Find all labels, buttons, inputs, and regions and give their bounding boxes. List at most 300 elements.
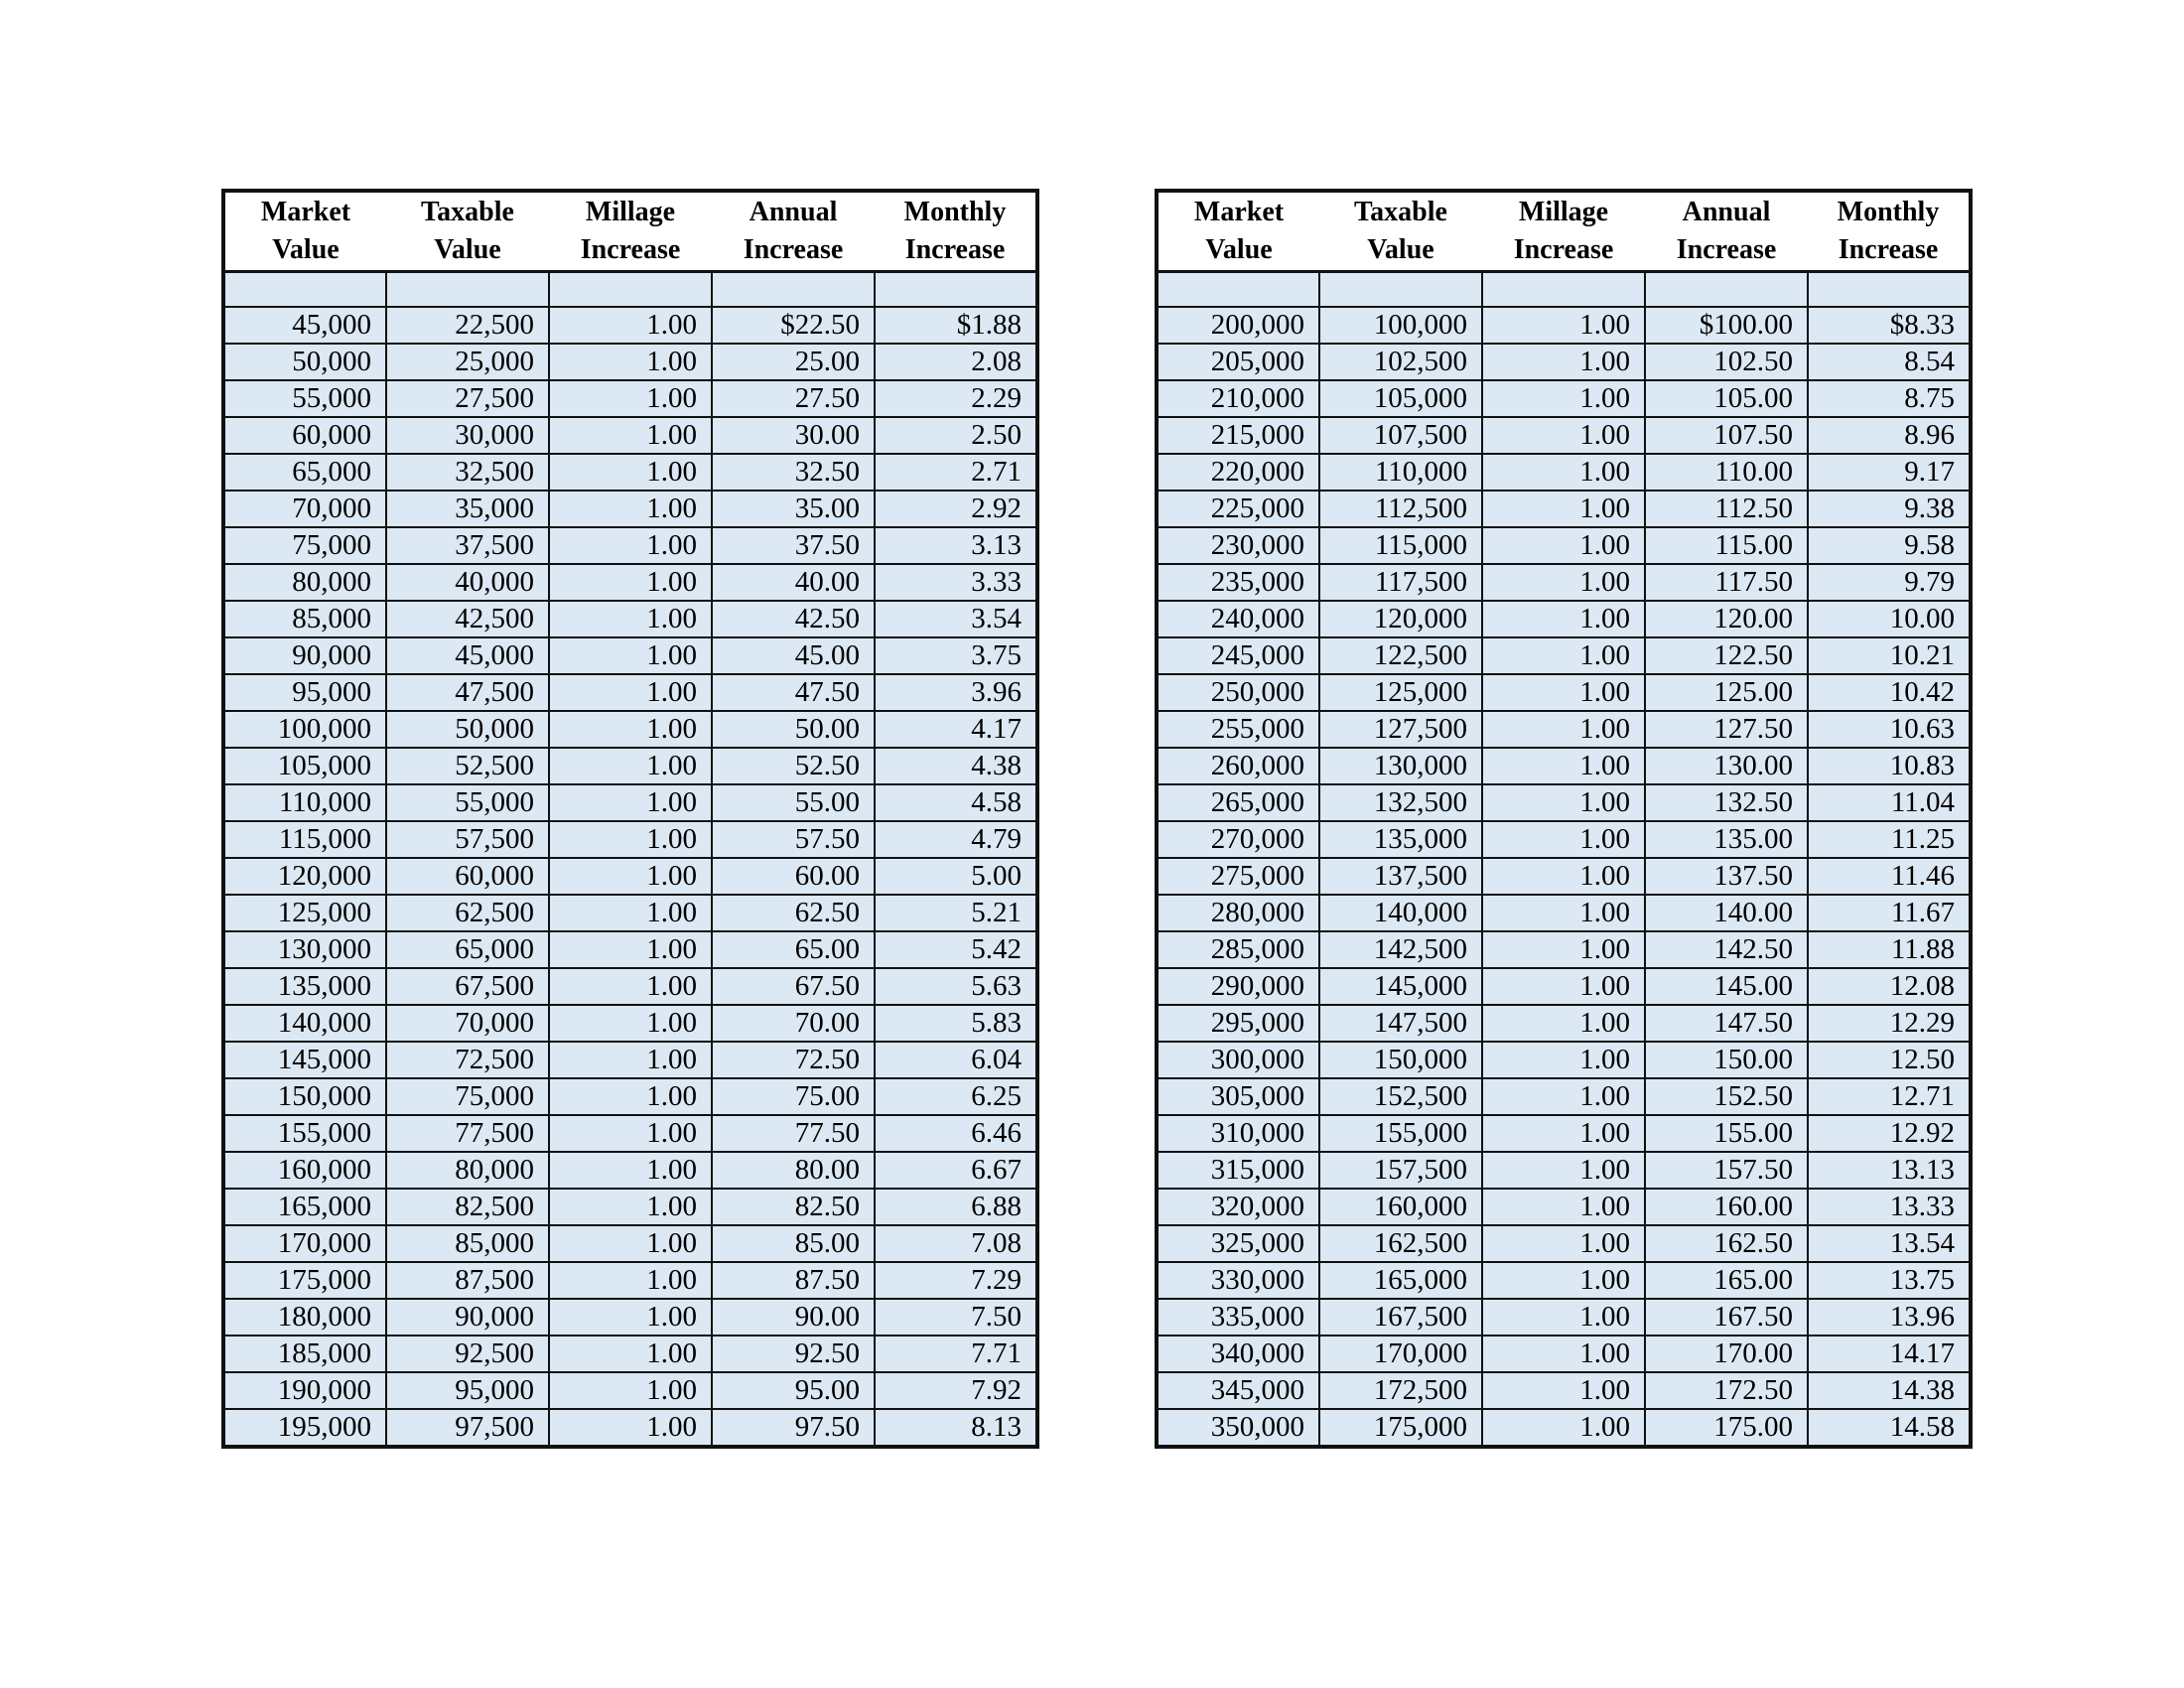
cell-millage-increase: 1.00 — [1482, 417, 1645, 454]
cell-millage-increase: 1.00 — [1482, 564, 1645, 601]
cell-millage-increase: 1.00 — [1482, 380, 1645, 417]
cell-millage-increase: 1.00 — [549, 858, 712, 895]
column-header-market-value — [1157, 191, 1319, 272]
cell-annual-increase: 80.00 — [712, 1152, 875, 1189]
table-row — [1157, 564, 1971, 601]
cell-market-value: 305,000 — [1157, 1078, 1319, 1115]
column-header-line: Increase — [1676, 234, 1777, 265]
cell-monthly-increase: 7.08 — [875, 1225, 1037, 1262]
table-row — [223, 1409, 1037, 1447]
cell-taxable-value: 152,500 — [1319, 1078, 1482, 1115]
millage-table-right — [1155, 189, 1973, 1449]
cell-millage-increase: 1.00 — [549, 1115, 712, 1152]
cell-millage-increase: 1.00 — [1482, 674, 1645, 711]
cell-annual-increase: 135.00 — [1645, 821, 1808, 858]
table-row — [223, 454, 1037, 491]
column-header-line: Monthly — [903, 197, 1007, 227]
cell-annual-increase: 30.00 — [712, 417, 875, 454]
table-row — [1157, 968, 1971, 1005]
cell-market-value: 320,000 — [1157, 1189, 1319, 1225]
table-row — [223, 1078, 1037, 1115]
cell-annual-increase: 142.50 — [1645, 931, 1808, 968]
cell-annual-increase: 112.50 — [1645, 491, 1808, 527]
cell-monthly-increase: 12.71 — [1808, 1078, 1971, 1115]
cell-monthly-increase: 5.00 — [875, 858, 1037, 895]
cell-market-value: 175,000 — [223, 1262, 386, 1299]
cell-millage-increase: 1.00 — [1482, 968, 1645, 1005]
cell-millage-increase: 1.00 — [549, 307, 712, 344]
blank-cell — [549, 272, 712, 308]
cell-taxable-value: 165,000 — [1319, 1262, 1482, 1299]
cell-annual-increase: 152.50 — [1645, 1078, 1808, 1115]
cell-millage-increase: 1.00 — [549, 1372, 712, 1409]
cell-annual-increase: 42.50 — [712, 601, 875, 637]
cell-market-value: 135,000 — [223, 968, 386, 1005]
cell-market-value: 235,000 — [1157, 564, 1319, 601]
cell-taxable-value: 37,500 — [386, 527, 549, 564]
cell-monthly-increase: 6.46 — [875, 1115, 1037, 1152]
cell-market-value: 60,000 — [223, 417, 386, 454]
cell-market-value: 240,000 — [1157, 601, 1319, 637]
cell-taxable-value: 87,500 — [386, 1262, 549, 1299]
cell-taxable-value: 140,000 — [1319, 895, 1482, 931]
cell-millage-increase: 1.00 — [1482, 1115, 1645, 1152]
table-row — [1157, 895, 1971, 931]
cell-monthly-increase: 10.42 — [1808, 674, 1971, 711]
cell-taxable-value: 47,500 — [386, 674, 549, 711]
cell-taxable-value: 72,500 — [386, 1042, 549, 1078]
cell-taxable-value: 162,500 — [1319, 1225, 1482, 1262]
cell-market-value: 230,000 — [1157, 527, 1319, 564]
cell-monthly-increase: $8.33 — [1808, 307, 1971, 344]
cell-annual-increase: 87.50 — [712, 1262, 875, 1299]
cell-annual-increase: 132.50 — [1645, 784, 1808, 821]
column-header-annual-increase — [712, 191, 875, 272]
cell-monthly-increase: 2.08 — [875, 344, 1037, 380]
table-header — [1157, 191, 1971, 272]
table-row — [223, 1152, 1037, 1189]
cell-millage-increase: 1.00 — [1482, 1299, 1645, 1336]
table-row — [223, 380, 1037, 417]
cell-market-value: 290,000 — [1157, 968, 1319, 1005]
table-row — [1157, 1299, 1971, 1336]
cell-market-value: 220,000 — [1157, 454, 1319, 491]
blank-cell — [1157, 272, 1319, 308]
cell-monthly-increase: 14.38 — [1808, 1372, 1971, 1409]
cell-monthly-increase: 7.71 — [875, 1336, 1037, 1372]
cell-monthly-increase: 14.17 — [1808, 1336, 1971, 1372]
cell-market-value: 90,000 — [223, 637, 386, 674]
cell-annual-increase: 85.00 — [712, 1225, 875, 1262]
table-row — [1157, 1152, 1971, 1189]
cell-annual-increase: 167.50 — [1645, 1299, 1808, 1336]
table-row — [223, 491, 1037, 527]
cell-millage-increase: 1.00 — [1482, 1372, 1645, 1409]
cell-annual-increase: 72.50 — [712, 1042, 875, 1078]
blank-cell — [875, 272, 1037, 308]
cell-monthly-increase: 10.00 — [1808, 601, 1971, 637]
cell-market-value: 300,000 — [1157, 1042, 1319, 1078]
cell-monthly-increase: 7.50 — [875, 1299, 1037, 1336]
cell-annual-increase: 155.00 — [1645, 1115, 1808, 1152]
cell-annual-increase: 32.50 — [712, 454, 875, 491]
cell-market-value: 250,000 — [1157, 674, 1319, 711]
cell-market-value: 85,000 — [223, 601, 386, 637]
table-row — [1157, 601, 1971, 637]
cell-monthly-increase: 6.04 — [875, 1042, 1037, 1078]
cell-taxable-value: 50,000 — [386, 711, 549, 748]
blank-row — [223, 272, 1037, 308]
table-row — [223, 711, 1037, 748]
column-header-line: Market — [260, 197, 351, 227]
cell-annual-increase: 105.00 — [1645, 380, 1808, 417]
cell-taxable-value: 30,000 — [386, 417, 549, 454]
column-header-taxable-value — [386, 191, 549, 272]
cell-taxable-value: 77,500 — [386, 1115, 549, 1152]
millage-table-left — [221, 189, 1039, 1449]
cell-monthly-increase: 6.25 — [875, 1078, 1037, 1115]
cell-annual-increase: 127.50 — [1645, 711, 1808, 748]
table-row — [223, 1336, 1037, 1372]
cell-annual-increase: 25.00 — [712, 344, 875, 380]
cell-monthly-increase: 9.79 — [1808, 564, 1971, 601]
cell-market-value: 315,000 — [1157, 1152, 1319, 1189]
table-row — [1157, 1225, 1971, 1262]
cell-annual-increase: 107.50 — [1645, 417, 1808, 454]
table-header — [223, 191, 1037, 272]
cell-market-value: 265,000 — [1157, 784, 1319, 821]
column-header-line: Increase — [743, 234, 844, 265]
cell-annual-increase: 102.50 — [1645, 344, 1808, 380]
cell-millage-increase: 1.00 — [549, 637, 712, 674]
table-row — [1157, 527, 1971, 564]
cell-millage-increase: 1.00 — [1482, 344, 1645, 380]
cell-monthly-increase: 4.17 — [875, 711, 1037, 748]
cell-monthly-increase: 6.67 — [875, 1152, 1037, 1189]
cell-monthly-increase: 5.63 — [875, 968, 1037, 1005]
table-row — [1157, 931, 1971, 968]
cell-taxable-value: 110,000 — [1319, 454, 1482, 491]
cell-millage-increase: 1.00 — [1482, 784, 1645, 821]
blank-cell — [386, 272, 549, 308]
cell-taxable-value: 107,500 — [1319, 417, 1482, 454]
cell-market-value: 280,000 — [1157, 895, 1319, 931]
table-row — [223, 307, 1037, 344]
cell-millage-increase: 1.00 — [549, 931, 712, 968]
cell-millage-increase: 1.00 — [1482, 1005, 1645, 1042]
cell-annual-increase: 82.50 — [712, 1189, 875, 1225]
cell-annual-increase: 77.50 — [712, 1115, 875, 1152]
cell-market-value: 215,000 — [1157, 417, 1319, 454]
cell-taxable-value: 97,500 — [386, 1409, 549, 1447]
cell-monthly-increase: 8.96 — [1808, 417, 1971, 454]
cell-annual-increase: 170.00 — [1645, 1336, 1808, 1372]
cell-market-value: 245,000 — [1157, 637, 1319, 674]
cell-monthly-increase: 10.83 — [1808, 748, 1971, 784]
cell-annual-increase: 52.50 — [712, 748, 875, 784]
cell-millage-increase: 1.00 — [1482, 527, 1645, 564]
header-row — [223, 191, 1037, 272]
cell-taxable-value: 160,000 — [1319, 1189, 1482, 1225]
cell-millage-increase: 1.00 — [1482, 307, 1645, 344]
cell-millage-increase: 1.00 — [549, 1225, 712, 1262]
table-row — [223, 564, 1037, 601]
column-header-line: Market — [1193, 197, 1285, 227]
cell-annual-increase: 57.50 — [712, 821, 875, 858]
cell-market-value: 50,000 — [223, 344, 386, 380]
cell-annual-increase: 117.50 — [1645, 564, 1808, 601]
cell-market-value: 145,000 — [223, 1042, 386, 1078]
cell-taxable-value: 32,500 — [386, 454, 549, 491]
cell-taxable-value: 40,000 — [386, 564, 549, 601]
cell-millage-increase: 1.00 — [1482, 1078, 1645, 1115]
cell-monthly-increase: 12.29 — [1808, 1005, 1971, 1042]
cell-annual-increase: 55.00 — [712, 784, 875, 821]
table-row — [1157, 784, 1971, 821]
column-header-line: Value — [434, 234, 501, 265]
cell-monthly-increase: 8.75 — [1808, 380, 1971, 417]
table-row — [223, 344, 1037, 380]
cell-taxable-value: 65,000 — [386, 931, 549, 968]
cell-millage-increase: 1.00 — [549, 344, 712, 380]
cell-market-value: 45,000 — [223, 307, 386, 344]
table-row — [1157, 1372, 1971, 1409]
cell-market-value: 295,000 — [1157, 1005, 1319, 1042]
cell-millage-increase: 1.00 — [1482, 1409, 1645, 1447]
cell-market-value: 195,000 — [223, 1409, 386, 1447]
cell-monthly-increase: 8.13 — [875, 1409, 1037, 1447]
table-row — [223, 1189, 1037, 1225]
column-header-line: Value — [272, 234, 340, 265]
cell-taxable-value: 115,000 — [1319, 527, 1482, 564]
cell-annual-increase: 137.50 — [1645, 858, 1808, 895]
table-row — [1157, 454, 1971, 491]
cell-taxable-value: 52,500 — [386, 748, 549, 784]
table-row — [1157, 1262, 1971, 1299]
cell-taxable-value: 75,000 — [386, 1078, 549, 1115]
table-row — [1157, 858, 1971, 895]
cell-taxable-value: 62,500 — [386, 895, 549, 931]
cell-market-value: 100,000 — [223, 711, 386, 748]
table-row — [223, 674, 1037, 711]
table-row — [1157, 1336, 1971, 1372]
cell-market-value: 140,000 — [223, 1005, 386, 1042]
cell-taxable-value: 45,000 — [386, 637, 549, 674]
column-header-line: Taxable — [1354, 197, 1447, 227]
cell-annual-increase: 40.00 — [712, 564, 875, 601]
cell-monthly-increase: $1.88 — [875, 307, 1037, 344]
cell-millage-increase: 1.00 — [1482, 601, 1645, 637]
cell-taxable-value: 135,000 — [1319, 821, 1482, 858]
cell-market-value: 160,000 — [223, 1152, 386, 1189]
table-row — [1157, 711, 1971, 748]
cell-annual-increase: 35.00 — [712, 491, 875, 527]
table-row — [223, 1115, 1037, 1152]
column-header-line: Annual — [749, 197, 838, 227]
cell-market-value: 310,000 — [1157, 1115, 1319, 1152]
cell-monthly-increase: 11.88 — [1808, 931, 1971, 968]
table-row — [1157, 307, 1971, 344]
table-row — [223, 417, 1037, 454]
cell-market-value: 185,000 — [223, 1336, 386, 1372]
cell-monthly-increase: 2.50 — [875, 417, 1037, 454]
cell-taxable-value: 122,500 — [1319, 637, 1482, 674]
cell-market-value: 115,000 — [223, 821, 386, 858]
cell-annual-increase: 67.50 — [712, 968, 875, 1005]
cell-millage-increase: 1.00 — [549, 380, 712, 417]
cell-monthly-increase: 2.92 — [875, 491, 1037, 527]
table-row — [223, 748, 1037, 784]
table-row — [223, 527, 1037, 564]
cell-taxable-value: 142,500 — [1319, 931, 1482, 968]
cell-taxable-value: 150,000 — [1319, 1042, 1482, 1078]
cell-market-value: 345,000 — [1157, 1372, 1319, 1409]
cell-monthly-increase: 11.04 — [1808, 784, 1971, 821]
cell-millage-increase: 1.00 — [1482, 1189, 1645, 1225]
cell-monthly-increase: 5.83 — [875, 1005, 1037, 1042]
cell-monthly-increase: 11.25 — [1808, 821, 1971, 858]
column-header-market-value — [223, 191, 386, 272]
table-row — [1157, 1078, 1971, 1115]
table-row — [223, 858, 1037, 895]
cell-market-value: 180,000 — [223, 1299, 386, 1336]
cell-monthly-increase: 12.50 — [1808, 1042, 1971, 1078]
cell-market-value: 270,000 — [1157, 821, 1319, 858]
cell-millage-increase: 1.00 — [549, 454, 712, 491]
cell-annual-increase: 27.50 — [712, 380, 875, 417]
cell-millage-increase: 1.00 — [549, 821, 712, 858]
cell-monthly-increase: 5.42 — [875, 931, 1037, 968]
column-header-annual-increase — [1645, 191, 1808, 272]
cell-millage-increase: 1.00 — [549, 527, 712, 564]
cell-market-value: 255,000 — [1157, 711, 1319, 748]
cell-taxable-value: 167,500 — [1319, 1299, 1482, 1336]
cell-taxable-value: 132,500 — [1319, 784, 1482, 821]
cell-millage-increase: 1.00 — [1482, 858, 1645, 895]
cell-annual-increase: 150.00 — [1645, 1042, 1808, 1078]
cell-millage-increase: 1.00 — [549, 1152, 712, 1189]
cell-annual-increase: 165.00 — [1645, 1262, 1808, 1299]
cell-millage-increase: 1.00 — [549, 1262, 712, 1299]
cell-monthly-increase: 13.33 — [1808, 1189, 1971, 1225]
cell-market-value: 110,000 — [223, 784, 386, 821]
cell-annual-increase: 37.50 — [712, 527, 875, 564]
cell-annual-increase: 92.50 — [712, 1336, 875, 1372]
cell-millage-increase: 1.00 — [1482, 821, 1645, 858]
cell-annual-increase: 95.00 — [712, 1372, 875, 1409]
cell-millage-increase: 1.00 — [549, 1078, 712, 1115]
table-row — [223, 1372, 1037, 1409]
cell-annual-increase: 60.00 — [712, 858, 875, 895]
table-row — [223, 1299, 1037, 1336]
cell-annual-increase: 145.00 — [1645, 968, 1808, 1005]
cell-market-value: 210,000 — [1157, 380, 1319, 417]
cell-taxable-value: 102,500 — [1319, 344, 1482, 380]
table-body — [1157, 272, 1971, 1448]
cell-millage-increase: 1.00 — [549, 1189, 712, 1225]
cell-taxable-value: 95,000 — [386, 1372, 549, 1409]
cell-taxable-value: 145,000 — [1319, 968, 1482, 1005]
cell-millage-increase: 1.00 — [549, 491, 712, 527]
table-row — [223, 821, 1037, 858]
cell-market-value: 200,000 — [1157, 307, 1319, 344]
cell-market-value: 95,000 — [223, 674, 386, 711]
cell-taxable-value: 67,500 — [386, 968, 549, 1005]
cell-millage-increase: 1.00 — [549, 674, 712, 711]
cell-taxable-value: 147,500 — [1319, 1005, 1482, 1042]
cell-taxable-value: 55,000 — [386, 784, 549, 821]
cell-monthly-increase: 4.79 — [875, 821, 1037, 858]
cell-annual-increase: 125.00 — [1645, 674, 1808, 711]
column-header-line: Monthly — [1837, 197, 1940, 227]
cell-taxable-value: 155,000 — [1319, 1115, 1482, 1152]
cell-annual-increase: 120.00 — [1645, 601, 1808, 637]
cell-taxable-value: 70,000 — [386, 1005, 549, 1042]
column-header-monthly-increase — [875, 191, 1037, 272]
cell-annual-increase: $22.50 — [712, 307, 875, 344]
cell-taxable-value: 22,500 — [386, 307, 549, 344]
cell-millage-increase: 1.00 — [549, 564, 712, 601]
cell-annual-increase: 160.00 — [1645, 1189, 1808, 1225]
cell-millage-increase: 1.00 — [549, 601, 712, 637]
cell-market-value: 340,000 — [1157, 1336, 1319, 1372]
table-row — [223, 1005, 1037, 1042]
table-row — [1157, 1005, 1971, 1042]
cell-market-value: 80,000 — [223, 564, 386, 601]
blank-cell — [1808, 272, 1971, 308]
cell-millage-increase: 1.00 — [549, 1336, 712, 1372]
cell-monthly-increase: 12.08 — [1808, 968, 1971, 1005]
cell-millage-increase: 1.00 — [1482, 491, 1645, 527]
cell-market-value: 335,000 — [1157, 1299, 1319, 1336]
blank-cell — [712, 272, 875, 308]
table-row — [1157, 1409, 1971, 1447]
column-header-line: Value — [1205, 234, 1273, 265]
cell-monthly-increase: 2.29 — [875, 380, 1037, 417]
cell-millage-increase: 1.00 — [1482, 1152, 1645, 1189]
table-row — [1157, 491, 1971, 527]
cell-taxable-value: 172,500 — [1319, 1372, 1482, 1409]
cell-market-value: 155,000 — [223, 1115, 386, 1152]
cell-monthly-increase: 9.58 — [1808, 527, 1971, 564]
cell-monthly-increase: 13.75 — [1808, 1262, 1971, 1299]
cell-annual-increase: 97.50 — [712, 1409, 875, 1447]
cell-monthly-increase: 14.58 — [1808, 1409, 1971, 1447]
cell-millage-increase: 1.00 — [1482, 637, 1645, 674]
cell-monthly-increase: 7.92 — [875, 1372, 1037, 1409]
cell-taxable-value: 130,000 — [1319, 748, 1482, 784]
cell-taxable-value: 57,500 — [386, 821, 549, 858]
table-row — [1157, 1042, 1971, 1078]
cell-taxable-value: 175,000 — [1319, 1409, 1482, 1447]
cell-millage-increase: 1.00 — [549, 1042, 712, 1078]
cell-taxable-value: 42,500 — [386, 601, 549, 637]
table-row — [1157, 1189, 1971, 1225]
cell-annual-increase: 47.50 — [712, 674, 875, 711]
cell-annual-increase: 175.00 — [1645, 1409, 1808, 1447]
cell-millage-increase: 1.00 — [1482, 1042, 1645, 1078]
cell-annual-increase: 162.50 — [1645, 1225, 1808, 1262]
column-header-monthly-increase — [1808, 191, 1971, 272]
cell-market-value: 65,000 — [223, 454, 386, 491]
cell-annual-increase: 122.50 — [1645, 637, 1808, 674]
cell-annual-increase: 70.00 — [712, 1005, 875, 1042]
cell-market-value: 130,000 — [223, 931, 386, 968]
cell-millage-increase: 1.00 — [1482, 454, 1645, 491]
cell-annual-increase: 65.00 — [712, 931, 875, 968]
table-row — [223, 784, 1037, 821]
cell-monthly-increase: 3.13 — [875, 527, 1037, 564]
